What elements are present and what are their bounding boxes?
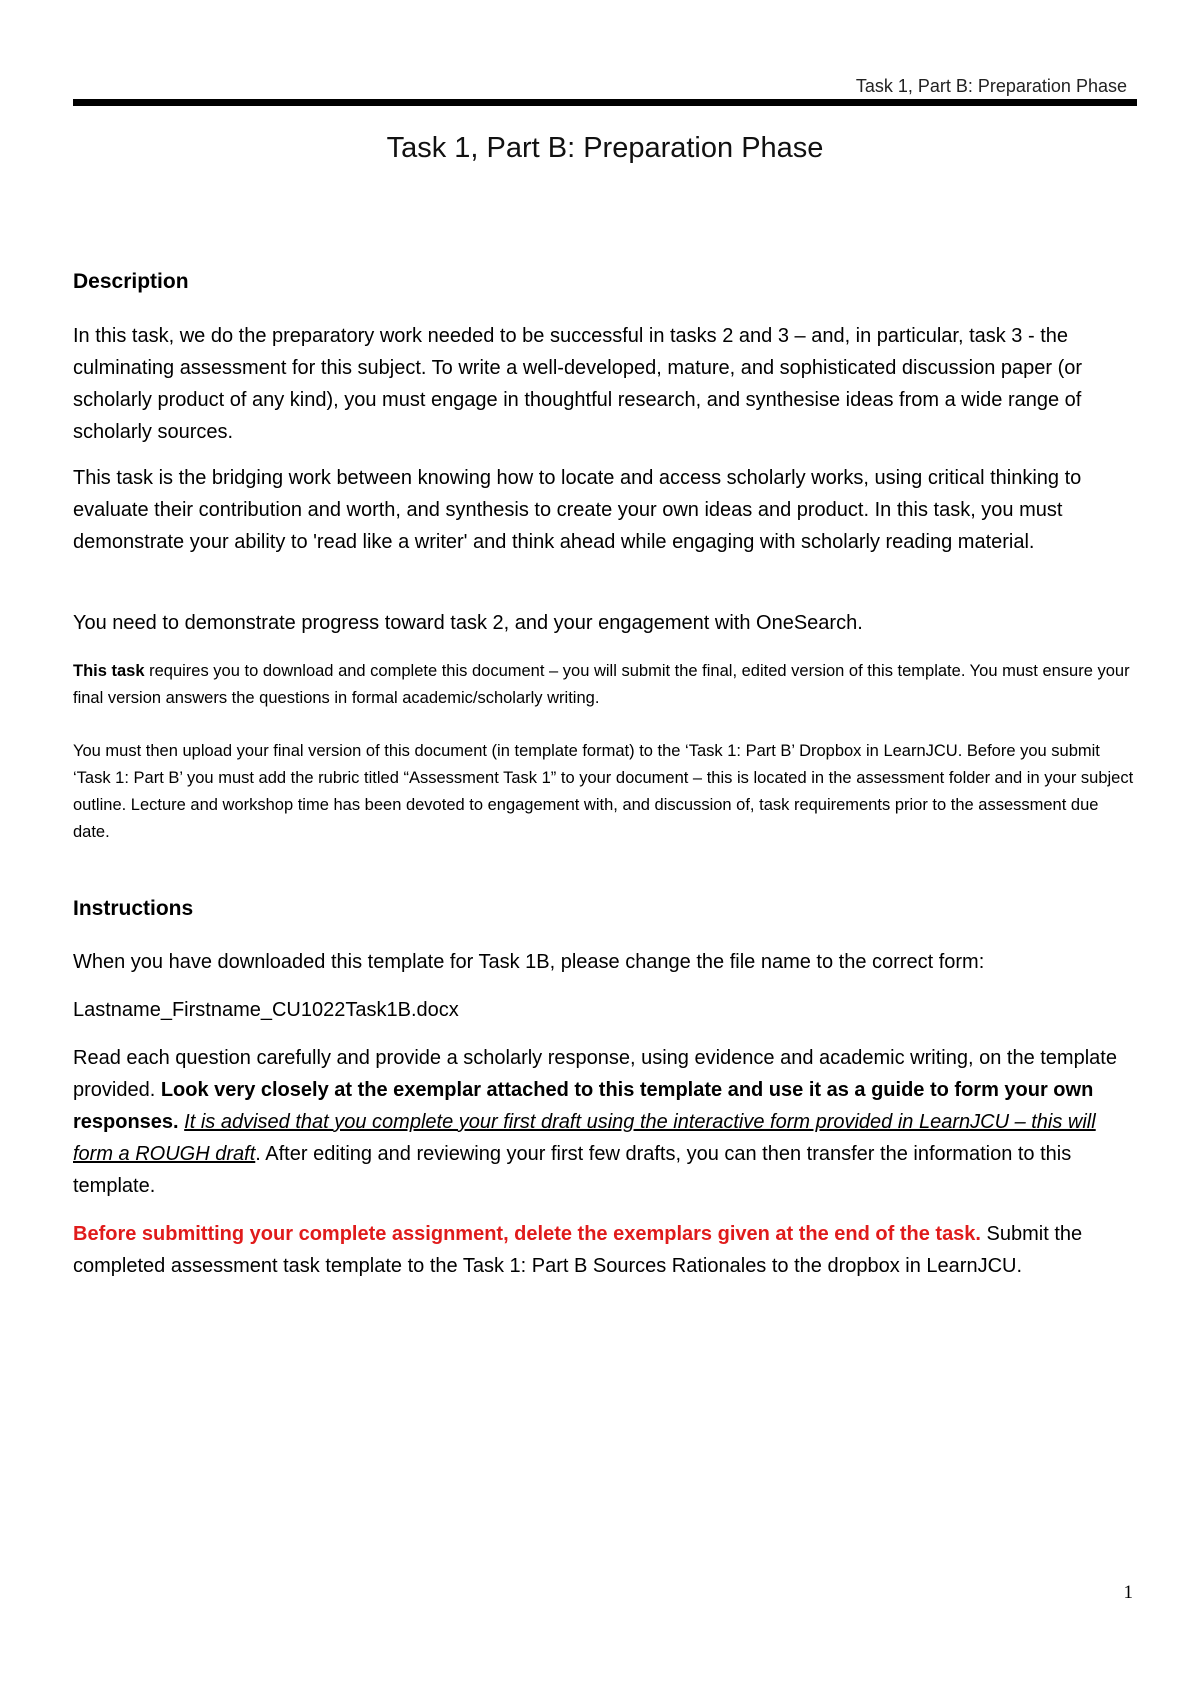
delete-exemplars-warning: Before submitting your complete assignment, delete the exemplars given at the end of the task. xyxy=(73,1223,981,1245)
instructions-p4-block xyxy=(73,1218,1137,1282)
instructions-paragraph-3 xyxy=(73,1042,1137,1202)
rough-draft-advice: It is advised that you complete your first draft using the interactive form provided in LearnJCU – this will form a ROUGH draft xyxy=(73,1111,1096,1165)
instructions-p3-block xyxy=(73,1042,1137,1202)
description-paragraph-3: You need to demonstrate progress toward task 2, and your engagement with OneSearch. xyxy=(73,612,863,634)
instructions-filename-block xyxy=(73,994,1137,1026)
instructions-p1-block xyxy=(73,946,1137,978)
description-heading: Description xyxy=(73,270,189,293)
running-header: Task 1, Part B: Preparation Phase xyxy=(855,76,1127,96)
page-number: 1 xyxy=(1123,1582,1133,1603)
header-rule xyxy=(73,99,1137,106)
instructions-paragraph-3-rest: . After editing and reviewing your first few drafts, you can then transfer the information to this template. xyxy=(73,1143,1072,1197)
description-p1-block xyxy=(73,320,1137,448)
file-name-format: Lastname_Firstname_CU1022Task1B.docx xyxy=(73,999,459,1021)
instructions-paragraph-4 xyxy=(73,1218,1137,1282)
instructions-paragraph-1: When you have downloaded this template for Task 1B, please change the file name to the correct form: xyxy=(73,951,985,973)
instructions-heading: Instructions xyxy=(73,897,194,920)
instructions-heading-block xyxy=(73,897,1137,921)
description-paragraph-4 xyxy=(73,658,1137,712)
page-title: Task 1, Part B: Preparation Phase xyxy=(386,132,824,164)
description-paragraph-1: In this task, we do the preparatory work needed to be successful in tasks 2 and 3 – and, in particular, task 3 - the culminating assessment for this subject. To write a well-developed, mature, and sophisticated discussion paper (or scholarly product of any kind), you must engage in thoughtful research, and synthesise ideas from a wide range of scholarly sources. xyxy=(73,325,1083,443)
instructions-paragraph-4-rest: Submit the completed assessment task template to the Task 1: Part B Sources Rationales to the dropbox in LearnJCU. xyxy=(73,1223,1083,1277)
description-p4-block xyxy=(73,658,1137,712)
description-paragraph-2: This task is the bridging work between knowing how to locate and access scholarly works, using critical thinking to evaluate their contribution and worth, and synthesis to create your own ideas and product. In this task, you must demonstrate your ability to 'read like a writer' and think ahead while engaging with scholarly reading material. xyxy=(73,467,1082,553)
description-heading-block xyxy=(73,270,1137,294)
exemplar-guidance-bold: Look very closely at the exemplar attached to this template and use it as a guide to form your own responses. xyxy=(73,1079,1094,1133)
instructions-paragraph-3-intro: Read each question carefully and provide a scholarly response, using evidence and academic writing, on the template provided. xyxy=(73,1047,1117,1101)
description-p3-block xyxy=(73,607,1137,639)
description-paragraph-4-rest: requires you to download and complete this document – you will submit the final, edited version of this template. You must ensure your final version answers the questions in formal academic/scholarly writing. xyxy=(73,662,1130,707)
description-p2-block xyxy=(73,462,1137,558)
description-paragraph-5: You must then upload your final version of this document (in template format) to the ‘Task 1: Part B’ Dropbox in LearnJCU. Before you submit ‘Task 1: Part B’ you must add the rubric titled “Assessment Task 1” to your document – this is located in the assessment folder and in your subject outline. Lecture and workshop time has been devoted to engagement with, and discussion of, task requirements prior to the assessment due date. xyxy=(73,742,1134,841)
description-p5-block xyxy=(73,738,1137,846)
this-task-bold: This task xyxy=(73,662,145,680)
